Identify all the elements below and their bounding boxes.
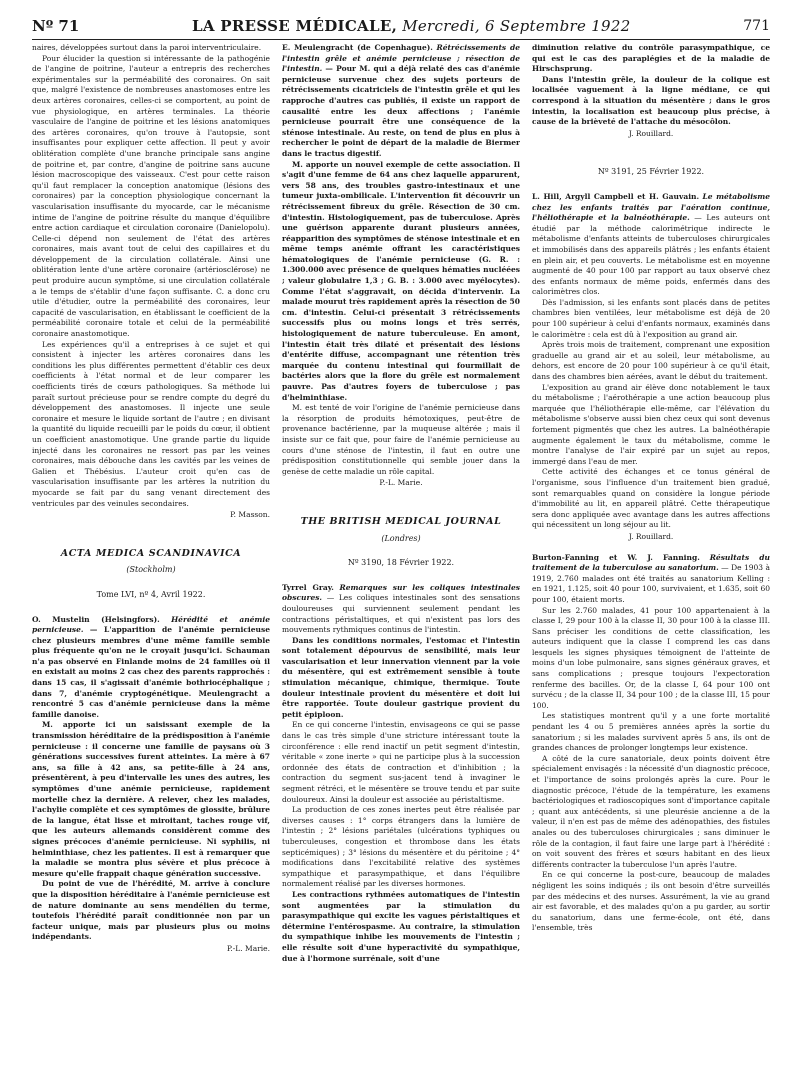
issue-number: Nº 71 xyxy=(32,17,80,35)
journal-place: (Londres) xyxy=(381,533,421,543)
article-author: L. Hill, Argyll Campbell et H. Gauvain. xyxy=(532,191,700,201)
paragraph: Dans les conditions normales, l'estomac et l'intestin sont totalement dépourvus de sensibilité, mais leur vascularisation et leur innervation viennent par la voie du mésentère, qui est extrêmement sensible à toute stimulation mécanique, chimique, thermique. Toute douleur intestinale provient du mésentère et doit lui être rapportée. Toute douleur gastrique provient du petit épiploon. xyxy=(282,635,520,719)
paragraph: Les contractions rythmées automatiques de l'intestin sont augmentées par la stimulation du parasympathique qui excite les vagues péristaltiques et détermine l'entérospasme. Au contraire, la stimulation du sympathique inhibe les mouvements de l'intestin ; elle résulte soit d'une hyperactivité du sympathique, due à l'hormone surrénale, soit d'une xyxy=(282,889,520,963)
article-author: Burton-Fanning et W. J. Fanning. xyxy=(532,552,700,562)
paragraph: naires, développées surtout dans la paroi interventriculaire. xyxy=(32,43,262,52)
column-middle xyxy=(282,43,520,1074)
journal-heading: ACTA MEDICA SCANDINAVICA xyxy=(60,547,242,559)
abstract-text: — De 1903 à 1919, 2.760 malades ont été traités au sanatorium Kelling : en 1921, 1.125, soit 40 pour 100, survivaient, et 1.635, soit 60 pour 100, étaient morts. xyxy=(532,563,770,604)
article-title: Remarques sur les coliques intestinales obscures. xyxy=(282,582,520,603)
paragraph: Après trois mois de traitement, comprenant une exposition graduelle au grand air et au soleil, leur métabolisme, au dehors, est encore de 20 pour 100 supérieur à ce qu'il était, dans des chambres bien aérées, avant le début du traitement. xyxy=(532,340,770,382)
signature: J. Rouillard. xyxy=(628,531,674,541)
paragraph: diminution relative du contrôle parasympathique, ce qui est le cas des paraplégies et de la maladie de Hirschsprung. xyxy=(532,43,770,74)
issue-line: Tome LVI, nº 4, Avril 1922. xyxy=(96,589,206,599)
abstract-paragraph xyxy=(282,583,520,636)
article-title: Le métabolisme chez les enfants traités par l'aération continue, l'héliothérapie et la balnéothérapie. xyxy=(532,191,770,223)
paragraph: M. est tenté de voir l'origine de l'anémie pernicieuse dans la résorption de produits hémotoxiques, peut-être de provenance bactérienne, par la muqueuse altérée ; mais il insiste sur ce fait que, pour faire de l'anémie pernicieuse au cours d'une sténose de l'intestin, il faut en outre une prédisposition constitutionnelle qui semble jouer dans la genèse de cette maladie un rôle capital. xyxy=(282,403,520,476)
paragraph: Dès l'admission, si les enfants sont placés dans de petites chambres bien ventilées, leur métabolisme est déjà de 20 pour 100 supérieur à celui d'enfants normaux, examinés dans le calorimètre : cela est dû à l'exposition au grand air. xyxy=(532,297,770,339)
journal-heading: THE BRITISH MEDICAL JOURNAL xyxy=(300,515,502,527)
paragraph: Sur les 2.760 malades, 41 pour 100 appartenaient à la classe I, 29 pour 100 à la classe II, 30 pour 100 à la classe III. Sans préciser les conditions de cette classification, les auteurs indiquent que la classe I comprend les cas dans lesquels les signes physiques témoignent de l'atteinte de moins d'un lobe pulmonaire, sans signes généraux graves, et sans complications ; presque toujours l'expectoration renferme des bacilles. Or, de la classe I, 64 pour 100 ont survécu ; de la classe II, 34 pour 100 ; de la classe III, 15 pour 100. xyxy=(532,605,770,710)
paragraph: La production de ces zones inertes peut être réalisée par diverses causes : 1° corps étrangers dans la lumière de l'intestin ; 2° lésions pariétales (ulcérations typhiques ou tuberculeuses, congestion et thrombose dans les états septicémiques) ; 3° lésions du mésentère et du péritoine ; 4° modifications dans l'excitabilité relative des systèmes sympathique et parasympathique, et dans l'équilibre normalement réalisé par les diverses hormones. xyxy=(282,805,520,889)
paragraph: Du point de vue de l'hérédité, M. arrive à conclure que la disposition héréditaire à l'anémie pernicieuse est de nature dominante au sens mendélien du terme, toutefois l'hérédité paraît conditionnée non par un facteur unique, mais par plusieurs plus ou moins indépendants. xyxy=(32,879,270,942)
article-author: O. Mustelin (Helsingfors). xyxy=(32,614,160,624)
abstract-text: — Les auteurs ont étudié par la méthode calorimétrique indirecte le métabolisme d'enfants atteints de tuberculoses chirurgicales et immobilisés dans des appareils plâtrés ; les enfants étaient en plein air, et peu couverts. Le métabolisme est en moyenne augmenté de 40 pour 100 par rapport au taux observé chez des enfants normaux de même poids, enfermés dans des calorimètres clos. xyxy=(532,213,770,297)
issue-line: Nº 3190, 18 Février 1922. xyxy=(347,558,455,568)
signature: J. Rouillard. xyxy=(628,128,674,138)
signature: P. Masson. xyxy=(230,510,270,520)
abstract-paragraph xyxy=(32,615,270,721)
article-title: Rétrécissements de l'intestin grêle et anémie pernicieuse ; résection de l'intestin. xyxy=(282,43,520,74)
journal-title: LA PRESSE MÉDICALE, xyxy=(191,17,398,35)
paragraph: Les statistiques montrent qu'il y a une forte mortalité pendant les 4 ou 5 premières années après la sortie du sanatorium ; si les malades survivent après 5 ans, ils ont de grandes chances de prolonger longtemps leur existence. xyxy=(532,711,770,753)
article-author: Tyrrel Gray. xyxy=(282,582,334,592)
text-columns xyxy=(32,43,770,1074)
running-title xyxy=(192,17,631,35)
abstract-text: — Pour M. qui a déjà relaté des cas d'anémie pernicieuse survenue chez des sujets porteurs de rétrécissements cicatriciels de l'intestin grêle et qui les rapproche d'autres cas publiés, il existe un rapport de causalité entre les deux affections ; l'anémie pernicieuse pourrait être une conséquence de la sténose intestinale. Au reste, on tend de plus en plus à rechercher le point de départ de la maladie de Biermer dans le tractus digestif. xyxy=(282,64,520,158)
page-number: 771 xyxy=(743,18,770,34)
abstract-paragraph xyxy=(532,553,770,606)
column-left xyxy=(32,43,270,1074)
article-title: Hérédité et anémie pernicieuse. xyxy=(32,614,270,635)
page-header xyxy=(32,13,770,40)
paragraph: M. apporte ici un saisissant exemple de la transmission héréditaire de la prédisposition à l'anémie pernicieuse : il concerne une famille de paysans où 3 générations successives furent atteintes. La mère à 67 ans, sa fille à 42 ans, sa petite-fille à 24 ans, présentèrent, à peu d'intervalle les unes des autres, les symptômes d'une anémie pernicieuse, rapidement mortelle chez la dernière. A relever, chez les malades, l'achylie complète et ces symptômes de glossite, brûlure de la langue, état lisse et miroitant, taches rouge vif, que les auteurs allemands considèrent comme des signes précoces d'anémie pernicieuse. Ni syphilis, ni helminthiase, chez les patientes. Il est à remarquer que la maladie se montra plus sévère et plus précoce à mesure qu'elle frappait chaque génération successive. xyxy=(32,720,270,878)
abstract-text: — Les coliques intestinales sont des sensations douloureuses qui surviennent seulement pendant les contractions péristaltiques, et qui n'existent pas lors des mouvements rythmiques continus de l'intestin. xyxy=(282,593,520,635)
signature: P.-L. Marie. xyxy=(226,943,270,953)
paragraph: Dans l'intestin grêle, la douleur de la colique est localisée vaguement à la ligne médiane, ce qui correspond à la situation du mésentère ; dans le gros intestin, la localisation est beaucoup plus précise, à cause de la brièveté de l'attache du mésocôlon. xyxy=(532,74,770,127)
abstract-paragraph xyxy=(282,43,520,160)
paragraph: En ce qui concerne l'intestin, envisageons ce qui se passe dans le cas très simple d'une stricture intéressant toute la circonférence : elle rend inactif un petit segment d'intestin, véritable « zone inerte » qui ne participe plus à la succession ordonnée des états de contraction et d'inhibition ; la contraction du segment sus-jacent tend à invaginer le segment rétréci, et le mésentère se trouve tendu et par suite douloureux. Ainsi la douleur est associée au péristaltisme. xyxy=(282,720,520,804)
paragraph: En ce qui concerne la post-cure, beaucoup de malades négligent les soins indiqués ; ils ont besoin d'être surveillés par des médecins et des nurses. Assurément, la vie au grand air est favorable, et des malades qu'on a pu garder, au sortir du sanatorium, dans une ferme-école, ont été, dans l'ensemble, très xyxy=(532,870,770,933)
abstract-text: — L'apparition de l'anémie pernicieuse chez plusieurs membres d'une même famille semble plus fréquente qu'on ne le croyait jusqu'ici. Schauman n'a pas observé en Finlande moins de 24 familles où il en existait au moins 2 cas chez des parents rapprochés : dans 15 cas, il s'agissait d'anémie bothriocéphalique ; dans 7, d'anémie cryptogénétique. Meulengracht a rencontré 5 cas d'anémie pernicieuse dans la même famille danoise. xyxy=(32,625,270,719)
paragraph: Cette activité des échanges et ce tonus général de l'organisme, sous l'influence d'un traitement bien gradué, sont remarquables quand on considère la longue période d'immobilité au lit, en appareil plâtré. Cette thérapeutique sera donc appliquée avec avantage dans les autres affections qui nécessitent un long séjour au lit. xyxy=(532,467,770,530)
journal-place: (Stockholm) xyxy=(126,565,176,575)
abstract-paragraph xyxy=(532,192,770,298)
issue-line: Nº 3191, 25 Février 1922. xyxy=(597,167,705,177)
signature: P.-L. Marie. xyxy=(379,478,423,488)
article-author: E. Meulengracht (de Copenhague). xyxy=(282,43,433,52)
paragraph: A côté de la cure sanatoriale, deux points doivent être spécialement envisagés : la nécessité d'un diagnostic précoce, et l'importance de soins prolongés après la cure. Pour le diagnostic précoce, l'étude de la température, les examens bactériologiques et radioscopiques sont d'importance capitale ; quant aux antécédents, si une pleurésie ancienne a de la valeur, il n'en est pas de même des adénopathies, des fistules anales ou des tuberculoses chirurgicales ; sans diminuer le rôle de la contagion, il faut faire une large part à l'hérédité : on voit souvent des frères et sœurs habitant en des lieux différents contracter la tuberculose l'un après l'autre. xyxy=(532,753,770,869)
paragraph: Les expériences qu'il a entreprises à ce sujet et qui consistent à injecter les artères coronaires dans les conditions les plus différentes permettent d'établir ces deux coefficients à l'état normal et de leur comparer les coefficients tirés de cœurs pathologiques. Sa méthode lui paraît surtout précieuse pour se rendre compte du degré du développement des anastomoses. Il injecte une seule coronaire et mesure le liquide sortant de l'autre ; en divisant la quantité du liquide recueilli par le poids du cœur, il obtient un coefficient anastomotique. Une grande partie du liquide injecté dans les coronaires ne ressort pas par les veines coronaires, mais débouche dans les cavités par les veines de Galien et Thébésius. L'auteur croit qu'en cas de vascularisation insuffisante par les artères la nutrition du myocarde se fait par du sang venant directement des ventricules par des veinules secondaires. xyxy=(32,339,270,508)
article-title: Résultats du traitement de la tuberculose au sanatorium. xyxy=(532,552,770,573)
paragraph: M. apporte un nouvel exemple de cette association. Il s'agit d'une femme de 64 ans chez laquelle apparurent, vers 58 ans, des troubles gastro-intestinaux et une tumeur juxta-ombilicale. L'intervention fit découvrir un rétrécissement fibreux du grêle. Résection de 30 cm. d'intestin. Histologiquement, pas de tuberculose. Après une guérison apparente durant plusieurs années, réapparition des symptômes de sténose intestinale et en même temps anémie offrant les caractéristiques hématologiques de l'anémie pernicieuse (G. R. : 1.300.000 avec présence de quelques hématies nucléées ; valeur globulaire 1,3 ; G. B. : 3.000 avec myélocytes). Comme l'état s'aggravait, on décida d'intervenir. La malade mourut très rapidement après la résection de 50 cm. d'intestin. Celui-ci présentait 3 rétrécissements successifs plus ou moins longs et très serrés, histologiquement de nature tuberculeuse. En amont, l'intestin était très dilaté et présentait des lésions d'entérite diffuse, accompagnant une rétention très marquée du contenu intestinal qui fourmillait de bactéries alors que la flore du grêle est normalement pauvre. Pas d'autres foyers de tuberculose ; pas d'helminthiase. xyxy=(282,159,520,402)
column-right xyxy=(532,43,770,1074)
issue-date: Mercredi, 6 Septembre 1922 xyxy=(402,17,631,35)
paragraph: L'exposition au grand air élève donc notablement le taux du métabolisme ; l'aérothérapie a une action beaucoup plus marquée que l'héliothérapie elle-même, car l'élévation du métabolisme s'observe aussi bien chez ceux qui sont devenus fortement pigmentés que chez les autres. La balnéothérapie augmente également le taux du métabolisme, comme le montre l'analyse de l'air expiré par un sujet au repos, immergé dans l'eau de mer. xyxy=(532,382,770,466)
paragraph: Pour élucider la question si intéressante de la pathogénie de l'angine de poitrine, l'auteur a entrepris des recherches expérimentales sur la perméabilité des coronaires. On sait que, malgré l'existence de nombreuses anastomoses entre les deux artères coronaires, celles-ci se comportent, au point de vue physiologique, en artères terminales. La théorie vasculaire de l'angine de poitrine et les lésions anatomiques des artères coronaires, qu'on trouve à l'autopsie, sont insuffisantes pour expliquer cette affection. Il peut y avoir oblitération complète d'une branche principale sans angine de poitrine et, par contre, d'angine de poitrine sans aucune lésion macroscopique des vaisseaux. C'est pour cette raison qu'il faut remplacer la conception anatomique (lésions des coronaires) par la conception physiologique concernant la vascularisation insuffisante du myocarde, car le mécanisme intime de l'angine de poitrine résulte du manque d'équilibre entre action cardiaque et circulation coronaire (Danielopolu). Celle-ci dépend non seulement de l'état des artères coronaires, mais avant tout de celui des capillaires et du développement de la circulation collatérale. Ainsi une oblitération lente d'une artère coronaire (artériosclérose) ne peut produire aucun symptôme, si une circulation collatérale a le temps de s'établir d'une façon suffisante. C. a donc cru utile d'étudier, outre la perméabilité des coronaires, leur capacité de vascularisation, en établissant le coefficient de la perméabilité coronaire totale et celui de la perméabilité coronaire anastomotique. xyxy=(32,53,270,339)
